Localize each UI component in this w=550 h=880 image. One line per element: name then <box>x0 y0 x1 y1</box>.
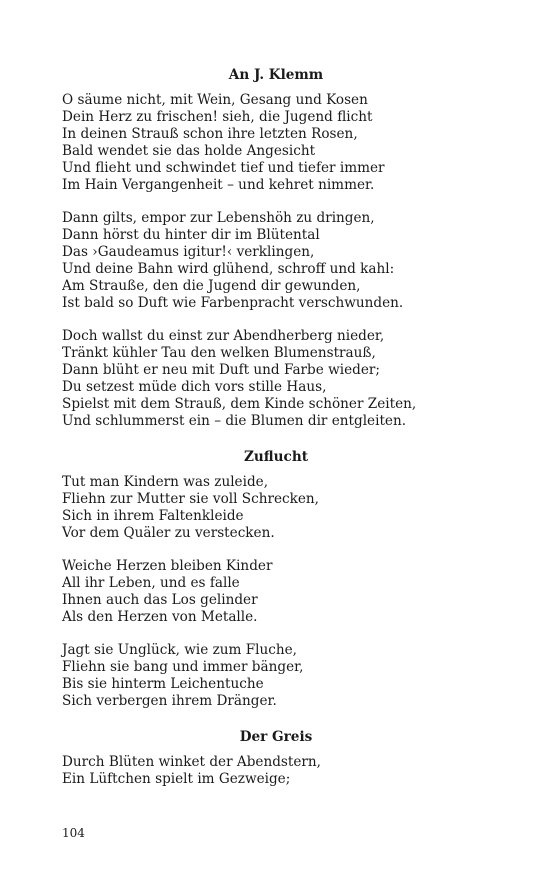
page-body <box>62 66 490 806</box>
verse-line: Dann gilts, empor zur Lebenshöh zu dringen, <box>62 210 375 226</box>
verse-line: Das ›Gaudeamus igitur!‹ verklingen, <box>62 244 315 260</box>
stanza <box>62 92 490 194</box>
verse-line: Und deine Bahn wird glühend, schroff und kahl: <box>62 261 395 277</box>
verse-line: Weiche Herzen bleiben Kinder <box>62 558 273 574</box>
verse-line: Und flieht und schwindet tief und tiefer immer <box>62 160 385 176</box>
verse-line: Doch wallst du einst zur Abendherberg nieder, <box>62 328 385 344</box>
verse-line: Bald wendet sie das holde Angesicht <box>62 143 316 159</box>
verse-line: Durch Blüten winket der Abendstern, <box>62 754 321 770</box>
verse-line: Dein Herz zu frischen! sieh, die Jugend flicht <box>62 109 373 125</box>
stanza <box>62 328 490 430</box>
stanza <box>62 642 490 710</box>
poem-der-greis <box>62 728 490 788</box>
verse-line: Bis sie hinterm Leichentuche <box>62 676 264 692</box>
verse-line: Als den Herzen von Metalle. <box>62 609 258 625</box>
verse-line: Ein Lüftchen spielt im Gezweige; <box>62 771 291 787</box>
verse-line: All ihr Leben, und es falle <box>62 575 240 591</box>
verse-line: Und schlummerst ein – die Blumen dir entgleiten. <box>62 413 407 429</box>
poem-zuflucht <box>62 448 490 710</box>
poem-title: An J. Klemm <box>228 67 324 83</box>
verse-line: Tränkt kühler Tau den welken Blumenstrauß, <box>62 345 376 361</box>
verse-line: Fliehn zur Mutter sie voll Schrecken, <box>62 491 319 507</box>
poem-title: Zuflucht <box>243 449 308 465</box>
poem-title: Der Greis <box>239 729 313 745</box>
verse-line: Vor dem Quäler zu verstecken. <box>62 525 275 541</box>
verse-line: Ihnen auch das Los gelinder <box>62 592 258 608</box>
verse-line: Jagt sie Unglück, wie zum Fluche, <box>62 642 297 658</box>
verse-line: Dann hörst du hinter dir im Blütental <box>62 227 320 243</box>
stanza <box>62 754 490 788</box>
poem-an-j-klemm <box>62 66 490 430</box>
verse-line: Sich verbergen ihrem Dränger. <box>62 693 277 709</box>
verse-line: Spielst mit dem Strauß, dem Kinde schöner Zeiten, <box>62 396 417 412</box>
stanza <box>62 474 490 542</box>
verse-line: Ist bald so Duft wie Farbenpracht verschwunden. <box>62 295 404 311</box>
page-number: 104 <box>62 826 85 840</box>
verse-line: Sich in ihrem Faltenkleide <box>62 508 244 524</box>
verse-line: Tut man Kindern was zuleide, <box>62 474 269 490</box>
verse-line: Am Strauße, den die Jugend dir gewunden, <box>62 278 361 294</box>
verse-line: O säume nicht, mit Wein, Gesang und Kosen <box>62 92 368 108</box>
stanza <box>62 210 490 312</box>
verse-line: Im Hain Vergangenheit – und kehret nimmer. <box>62 177 375 193</box>
verse-line: In deinen Strauß schon ihre letzten Rosen, <box>62 126 358 142</box>
verse-line: Fliehn sie bang und immer bänger, <box>62 659 304 675</box>
verse-line: Du setzest müde dich vors stille Haus, <box>62 379 327 395</box>
verse-line: Dann blüht er neu mit Duft und Farbe wieder; <box>62 362 380 378</box>
stanza <box>62 558 490 626</box>
